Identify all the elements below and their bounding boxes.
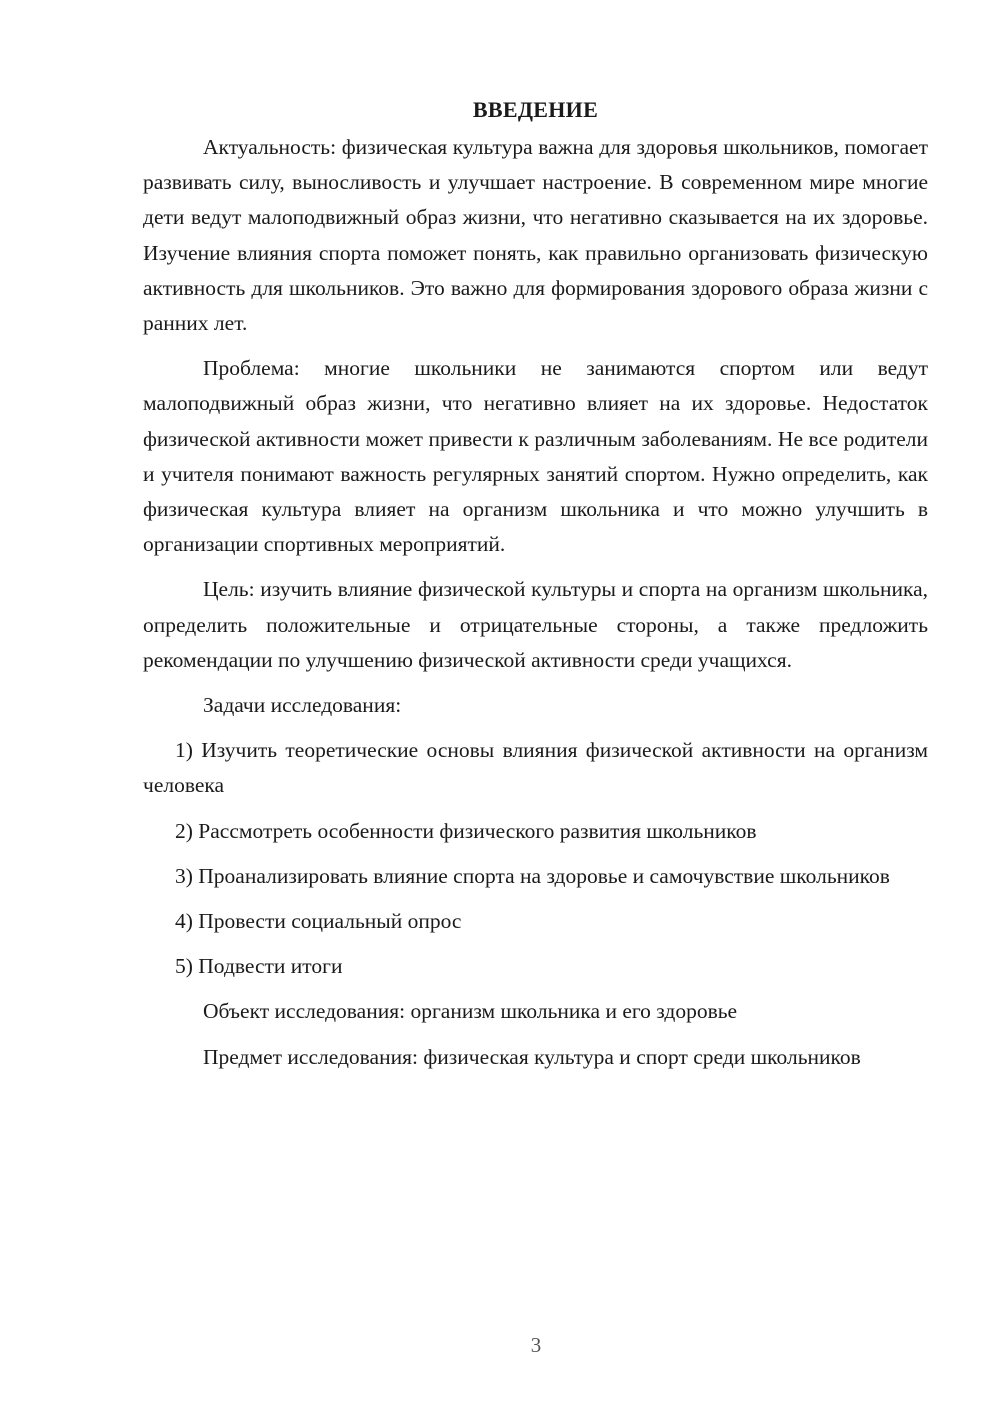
task-item-2: 2) Рассмотреть особенности физического развития школьников [175, 818, 757, 843]
task-item-3: 3) Проанализировать влияние спорта на здоровье и самочувствие школьников [175, 863, 890, 888]
document-page [143, 92, 928, 1085]
goal-paragraph: Цель: изучить влияние физической культуры и спорта на организм школьника, определить положительные и отрицательные стороны, а также предложить рекомендации по улучшению физической активности среди учащихся. [143, 577, 928, 672]
task-item-1: 1) Изучить теоретические основы влияния физической активности на организм человека [143, 738, 928, 798]
object-paragraph: Объект исследования: организм школьника и его здоровье [203, 999, 738, 1024]
problem-paragraph: Проблема: многие школьники не занимаются спортом или ведут малоподвижный образ жизни, что негативно влияет на их здоровье. Недостаток физической активности может привести к различным заболеваниям. Не все родители и учителя понимают важность регулярных занятий спортом. Нужно определить, как физическая культура влияет на организм школьника и что можно улучшить в организации спортивных мероприятий. [143, 356, 928, 557]
tasks-heading: Задачи исследования: [203, 693, 402, 718]
task-item-4: 4) Провести социальный опрос [175, 909, 462, 934]
task-item-5: 5) Подвести итоги [175, 954, 343, 979]
document-title: ВВЕДЕНИЕ [472, 97, 599, 122]
relevance-paragraph: Актуальность: физическая культура важна для здоровья школьников, помогает развивать силу, выносливость и улучшает настроение. В современном мире многие дети ведут малоподвижный образ жизни, что негативно сказывается на их здоровье. Изучение влияния спорта поможет понять, как правильно организовать физическую активность для школьников. Это важно для формирования здорового образа жизни с ранних лет. [143, 135, 928, 336]
page-number: 3 [530, 1333, 542, 1357]
subject-paragraph: Предмет исследования: физическая культура и спорт среди школьников [203, 1044, 861, 1069]
